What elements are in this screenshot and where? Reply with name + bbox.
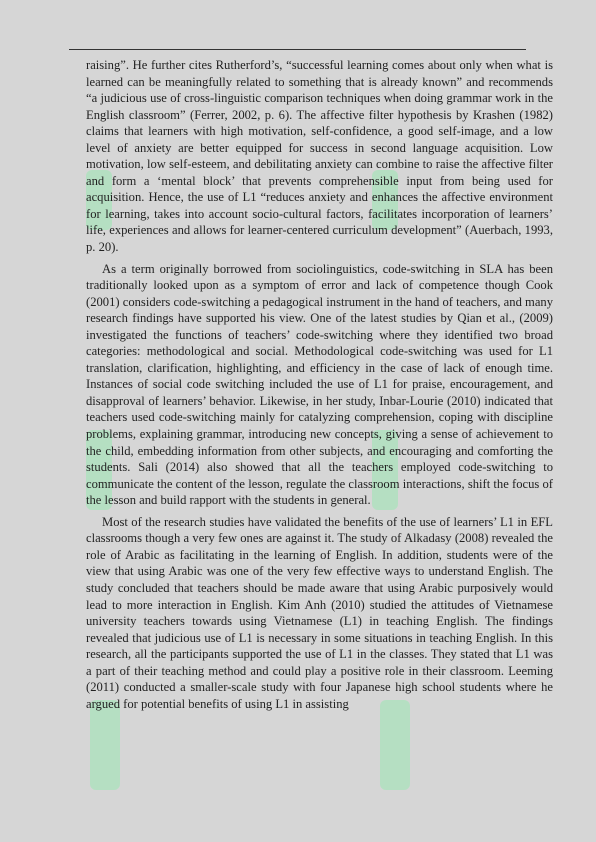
paragraph-2: As a term originally borrowed from sociolinguistics, code-switching in SLA has been traditionally looked upon as a symptom of error and lack of competence though Cook (2001) considers code-switching a pedagogical instrument in the hand of teachers, and many research findings have supported his view. One of the latest studies by Qian et al., (2009) investigated the functions of teachers’ code-switching where they identified two broad categories: methodological and social. Methodological code-switching was used for L1 translation, clarification, highlighting, and efficiency in the case of lack of enough time. Instances of social code switching included the use of L1 for praise, encouragement, and disapproval of learners’ behavior. Likewise, in her study, Inbar-Lourie (2010) indicated that teachers used code-switching mainly for catalyzing comprehension, coping with discipline problems, explaining grammar, introducing new concepts, giving a sense of achievement to the child, embedding information from other subjects, and encouraging and comforting the students. Sali (2014) also showed that all the teachers employed code-switching to communicate the content of the lesson, regulate the classroom interactions, shift the focus of the lesson and build rapport with the students in general.	[86, 261, 553, 508]
paragraph-3: Most of the research studies have validated the benefits of the use of learners’ L1 in EFL classrooms though a very few ones are against it. The study of Alkadasy (2008) revealed the role of Arabic as facilitating in the learning of English. In addition, students were of the view that using Arabic was one of the very few effective ways to understand English. The study concluded that teachers should be made aware that using Arabic purposively would lead to more interaction in English. Kim Anh (2010) studied the attitudes of Vietnamese university teachers towards using Vietnamese (L1) in teaching English. The findings revealed that judicious use of L1 is necessary in some situations in teaching English. In this research, all the participants supported the use of L1 in the classes. They stated that L1 was a part of their teaching method and could play a positive role in their classroom. Leeming (2011) conducted a smaller-scale study with four Japanese high school students where he argued for potential benefits of using L1 in assisting	[86, 514, 553, 711]
header-rule	[69, 49, 526, 50]
body-text	[86, 57, 553, 717]
paragraph-1: raising”. He further cites Rutherford’s, “successful learning comes about only when what is learned can be meaningfully related to something that is already known” and recommends “a judicious use of cross-linguistic comparison techniques when doing grammar work in the English classroom” (Ferrer, 2002, p. 6). The affective filter hypothesis by Krashen (1982) claims that learners with high motivation, self-confidence, a good self-image, and a low level of anxiety are better equipped for success in second language acquisition. Low motivation, low self-esteem, and debilitating anxiety can combine to raise the affective filter and form a ‘mental block’ that prevents comprehensible input from being used for acquisition. Hence, the use of L1 “reduces anxiety and enhances the affective environment for learning, takes into account socio-cultural factors, facilitates incorporation of learners’ life, experiences and allows for learner-centered curriculum development” (Auerbach, 1993, p. 20).	[86, 58, 553, 255]
